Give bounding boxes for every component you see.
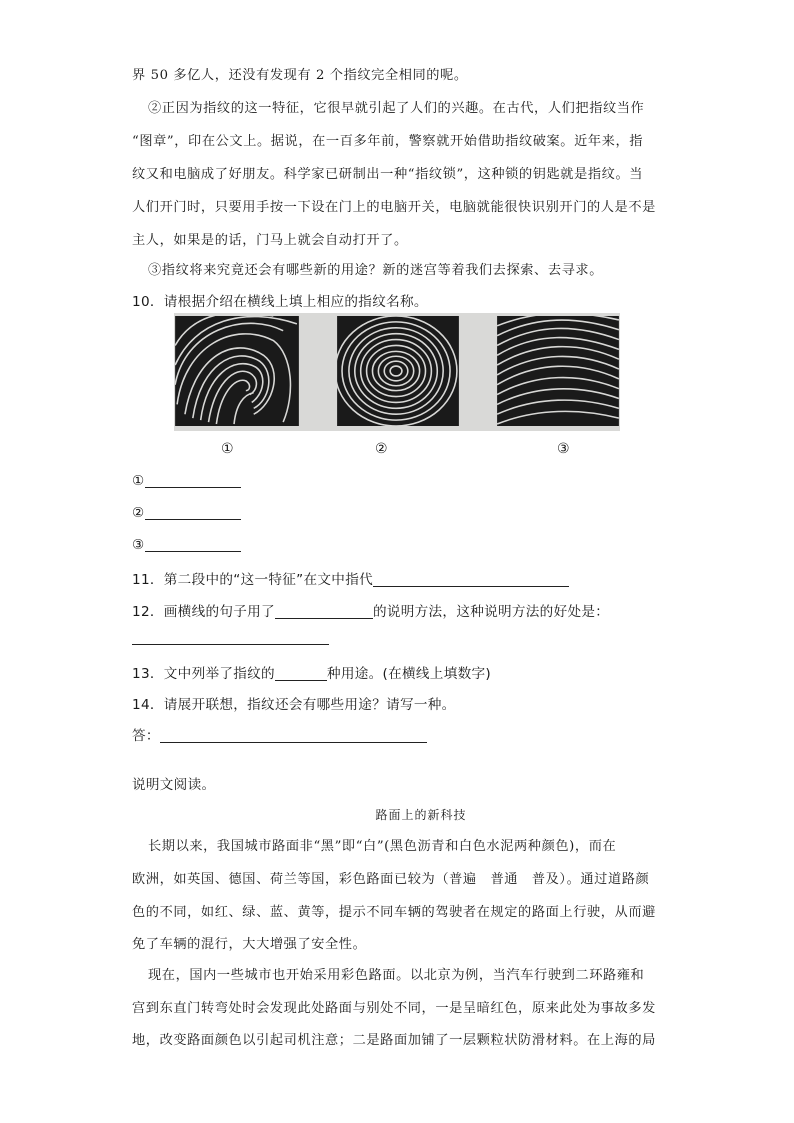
answer-underline[interactable] (373, 572, 569, 587)
passage1-line: 纹又和电脑成了好朋友。科学家已研制出一种“指纹锁”，这种锁的钥匙就是指纹。当 (132, 167, 644, 182)
article-line: 欧洲，如英国、德国、荷兰等国，彩色路面已较为（普遍 普通 普及）。通过道路颜 (132, 872, 650, 887)
article-line: 地，改变路面颜色以引起司机注意；二是路面加铺了一层颗粒状防滑材料。在上海的局 (132, 1033, 656, 1048)
question-12-text: 12．画横线的句子用了 (132, 604, 275, 620)
passage1-line: 人们开门时，只要用手按一下设在门上的电脑开关，电脑就能很快识别开门的人是不是 (132, 200, 656, 215)
question-11 (132, 568, 662, 588)
question-13-text-continued: 种用途。(在横线上填数字) (326, 666, 491, 682)
answer-underline[interactable] (145, 473, 241, 488)
fingerprint-label-3: ③ (557, 441, 570, 457)
article-line: 长期以来，我国城市路面非“黑”即“白”(黑色沥青和白色水泥两种颜色)，而在 (148, 839, 617, 854)
passage1-line: 界 50 多亿人，还没有发现有 2 个指纹完全相同的呢。 (132, 68, 468, 83)
fingerprint-whorl-image (336, 316, 460, 426)
answer-blank-2[interactable] (132, 505, 252, 521)
answer-line (132, 724, 662, 744)
article-line: 色的不同，如红、绿、蓝、黄等，提示不同车辆的驾驶者在规定的路面上行驶，从而避 (132, 905, 656, 920)
answer-underline[interactable] (160, 728, 427, 743)
passage1-line: 主人，如果是的话，门马上就会自动打开了。 (132, 233, 408, 248)
fingerprint-label-2: ② (375, 441, 388, 457)
blank-number: ① (132, 473, 145, 489)
answer-underline[interactable] (275, 604, 373, 619)
answer-blank-1[interactable] (132, 473, 252, 489)
blank-number: ③ (132, 537, 145, 553)
question-13-text: 13．文中列举了指纹的 (132, 666, 275, 682)
article-line: 宫到东直门转弯处时会发现此处路面与别处不同，一是呈暗红色，原来此处为事故多发 (132, 1001, 656, 1016)
passage1-line: “图章”，印在公文上。据说，在一百多年前，警察就开始借助指纹破案。近年来，指 (132, 134, 644, 149)
answer-underline[interactable] (132, 643, 329, 645)
passage1-paragraph3-line: ③指纹将来究竟还会有哪些新的用途？新的迷宫等着我们去探索、去寻求。 (148, 263, 603, 278)
question-12-text-continued: 的说明方法，这种说明方法的好处是： (372, 604, 610, 620)
answer-blank-3[interactable] (132, 537, 252, 553)
fingerprint-label-1: ① (221, 441, 234, 457)
answer-underline[interactable] (275, 666, 327, 681)
answer-label: 答： (132, 728, 160, 744)
question-11-text: 11．第二段中的“这一特征”在文中指代 (132, 572, 373, 588)
passage1-paragraph2-line: ②正因为指纹的这一特征，它很早就引起了人们的兴趣。在古代，人们把指纹当作 (148, 101, 645, 116)
fingerprint-images (174, 313, 620, 431)
question-10: 10．请根据介绍在横线上填上相应的指纹名称。 (132, 294, 428, 310)
answer-underline[interactable] (145, 537, 241, 552)
question-12 (132, 600, 662, 620)
fingerprint-loop-image (174, 316, 300, 426)
article-line: 免了车辆的混行，大大增强了安全性。 (132, 937, 367, 952)
blank-number: ② (132, 505, 145, 521)
article-title: 路面上的新科技 (375, 808, 467, 822)
answer-underline[interactable] (145, 505, 241, 520)
fingerprint-arch-image (496, 316, 620, 426)
section-heading: 说明文阅读。 (132, 777, 216, 793)
article-line: 现在，国内一些城市也开始采用彩色路面。以北京为例，当汽车行驶到二环路雍和 (148, 968, 645, 983)
question-13 (132, 662, 662, 682)
question-14: 14．请展开联想，指纹还会有哪些用途？请写一种。 (132, 697, 456, 713)
